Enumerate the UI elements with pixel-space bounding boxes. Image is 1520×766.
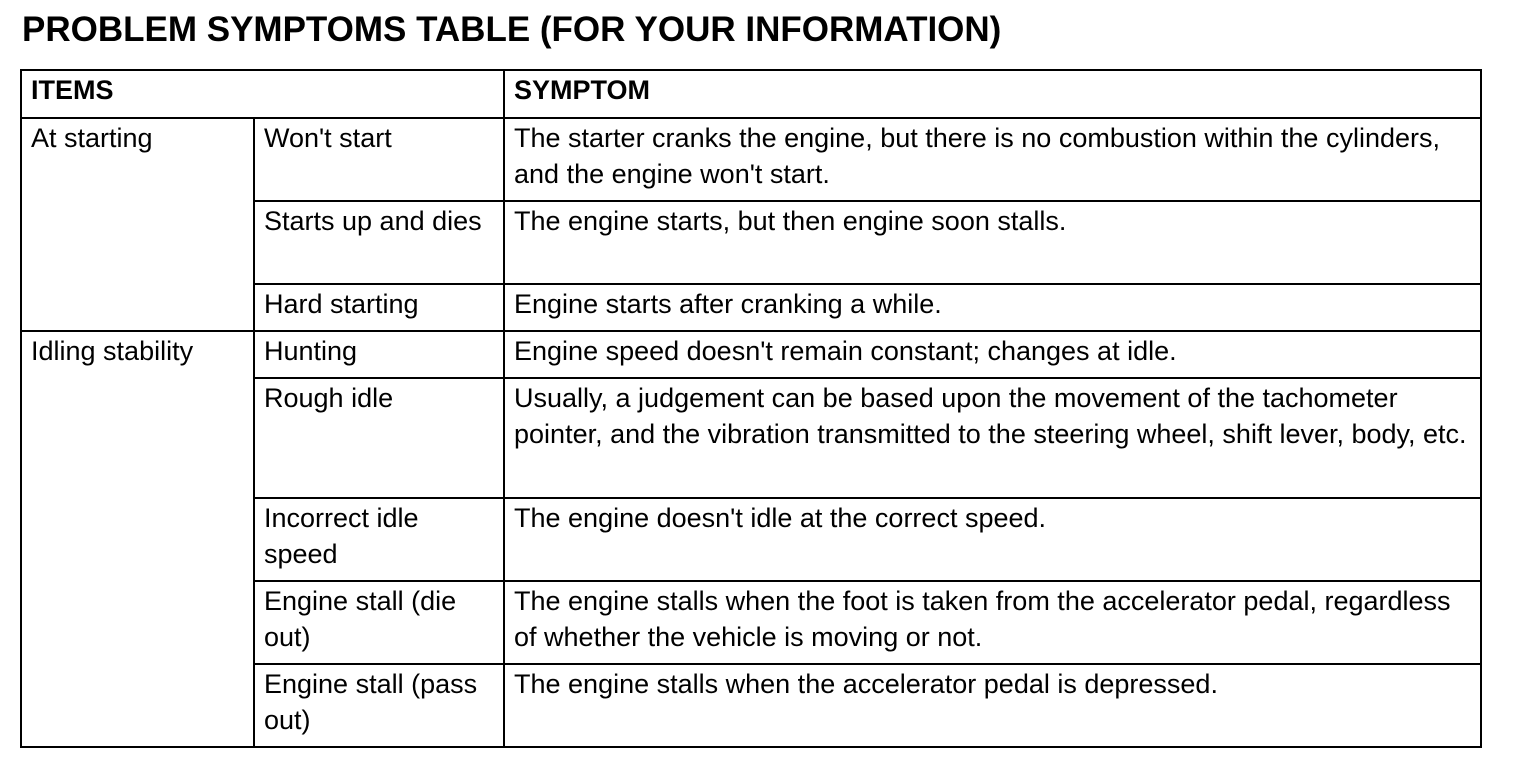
header-symptom: SYMPTOM bbox=[504, 70, 1481, 118]
symptom-cell: The engine stalls when the accelerator pedal is depressed. bbox=[504, 664, 1481, 747]
symptom-cell: Engine speed doesn't remain constant; changes at idle. bbox=[504, 331, 1481, 378]
symptom-cell: The engine doesn't idle at the correct speed. bbox=[504, 498, 1481, 581]
symptom-cell: The starter cranks the engine, but there is no combustion within the cylinders, and the engine won't start. bbox=[504, 118, 1481, 201]
problem-symptoms-table bbox=[20, 69, 1482, 748]
category-cell: At starting bbox=[21, 118, 254, 331]
table-header-row bbox=[21, 70, 1481, 118]
item-cell: Starts up and dies bbox=[254, 201, 504, 284]
page-title: PROBLEM SYMPTOMS TABLE (FOR YOUR INFORMATION) bbox=[22, 10, 1002, 49]
category-cell: Idling stability bbox=[21, 331, 254, 747]
item-cell: Hard starting bbox=[254, 284, 504, 331]
table-row bbox=[21, 118, 1481, 201]
header-items: ITEMS bbox=[21, 70, 504, 118]
item-cell: Hunting bbox=[254, 331, 504, 378]
item-cell: Engine stall (pass out) bbox=[254, 664, 504, 747]
item-cell: Engine stall (die out) bbox=[254, 581, 504, 664]
symptom-cell: Usually, a judgement can be based upon the movement of the tachometer pointer, and the vibration transmitted to the steering wheel, shift lever, body, etc. bbox=[504, 378, 1481, 498]
item-cell: Won't start bbox=[254, 118, 504, 201]
item-cell: Incorrect idle speed bbox=[254, 498, 504, 581]
symptom-cell: The engine stalls when the foot is taken from the accelerator pedal, regardless of whether the vehicle is moving or not. bbox=[504, 581, 1481, 664]
item-cell: Rough idle bbox=[254, 378, 504, 498]
symptom-cell: The engine starts, but then engine soon stalls. bbox=[504, 201, 1481, 284]
symptom-cell: Engine starts after cranking a while. bbox=[504, 284, 1481, 331]
table-row bbox=[21, 331, 1481, 378]
